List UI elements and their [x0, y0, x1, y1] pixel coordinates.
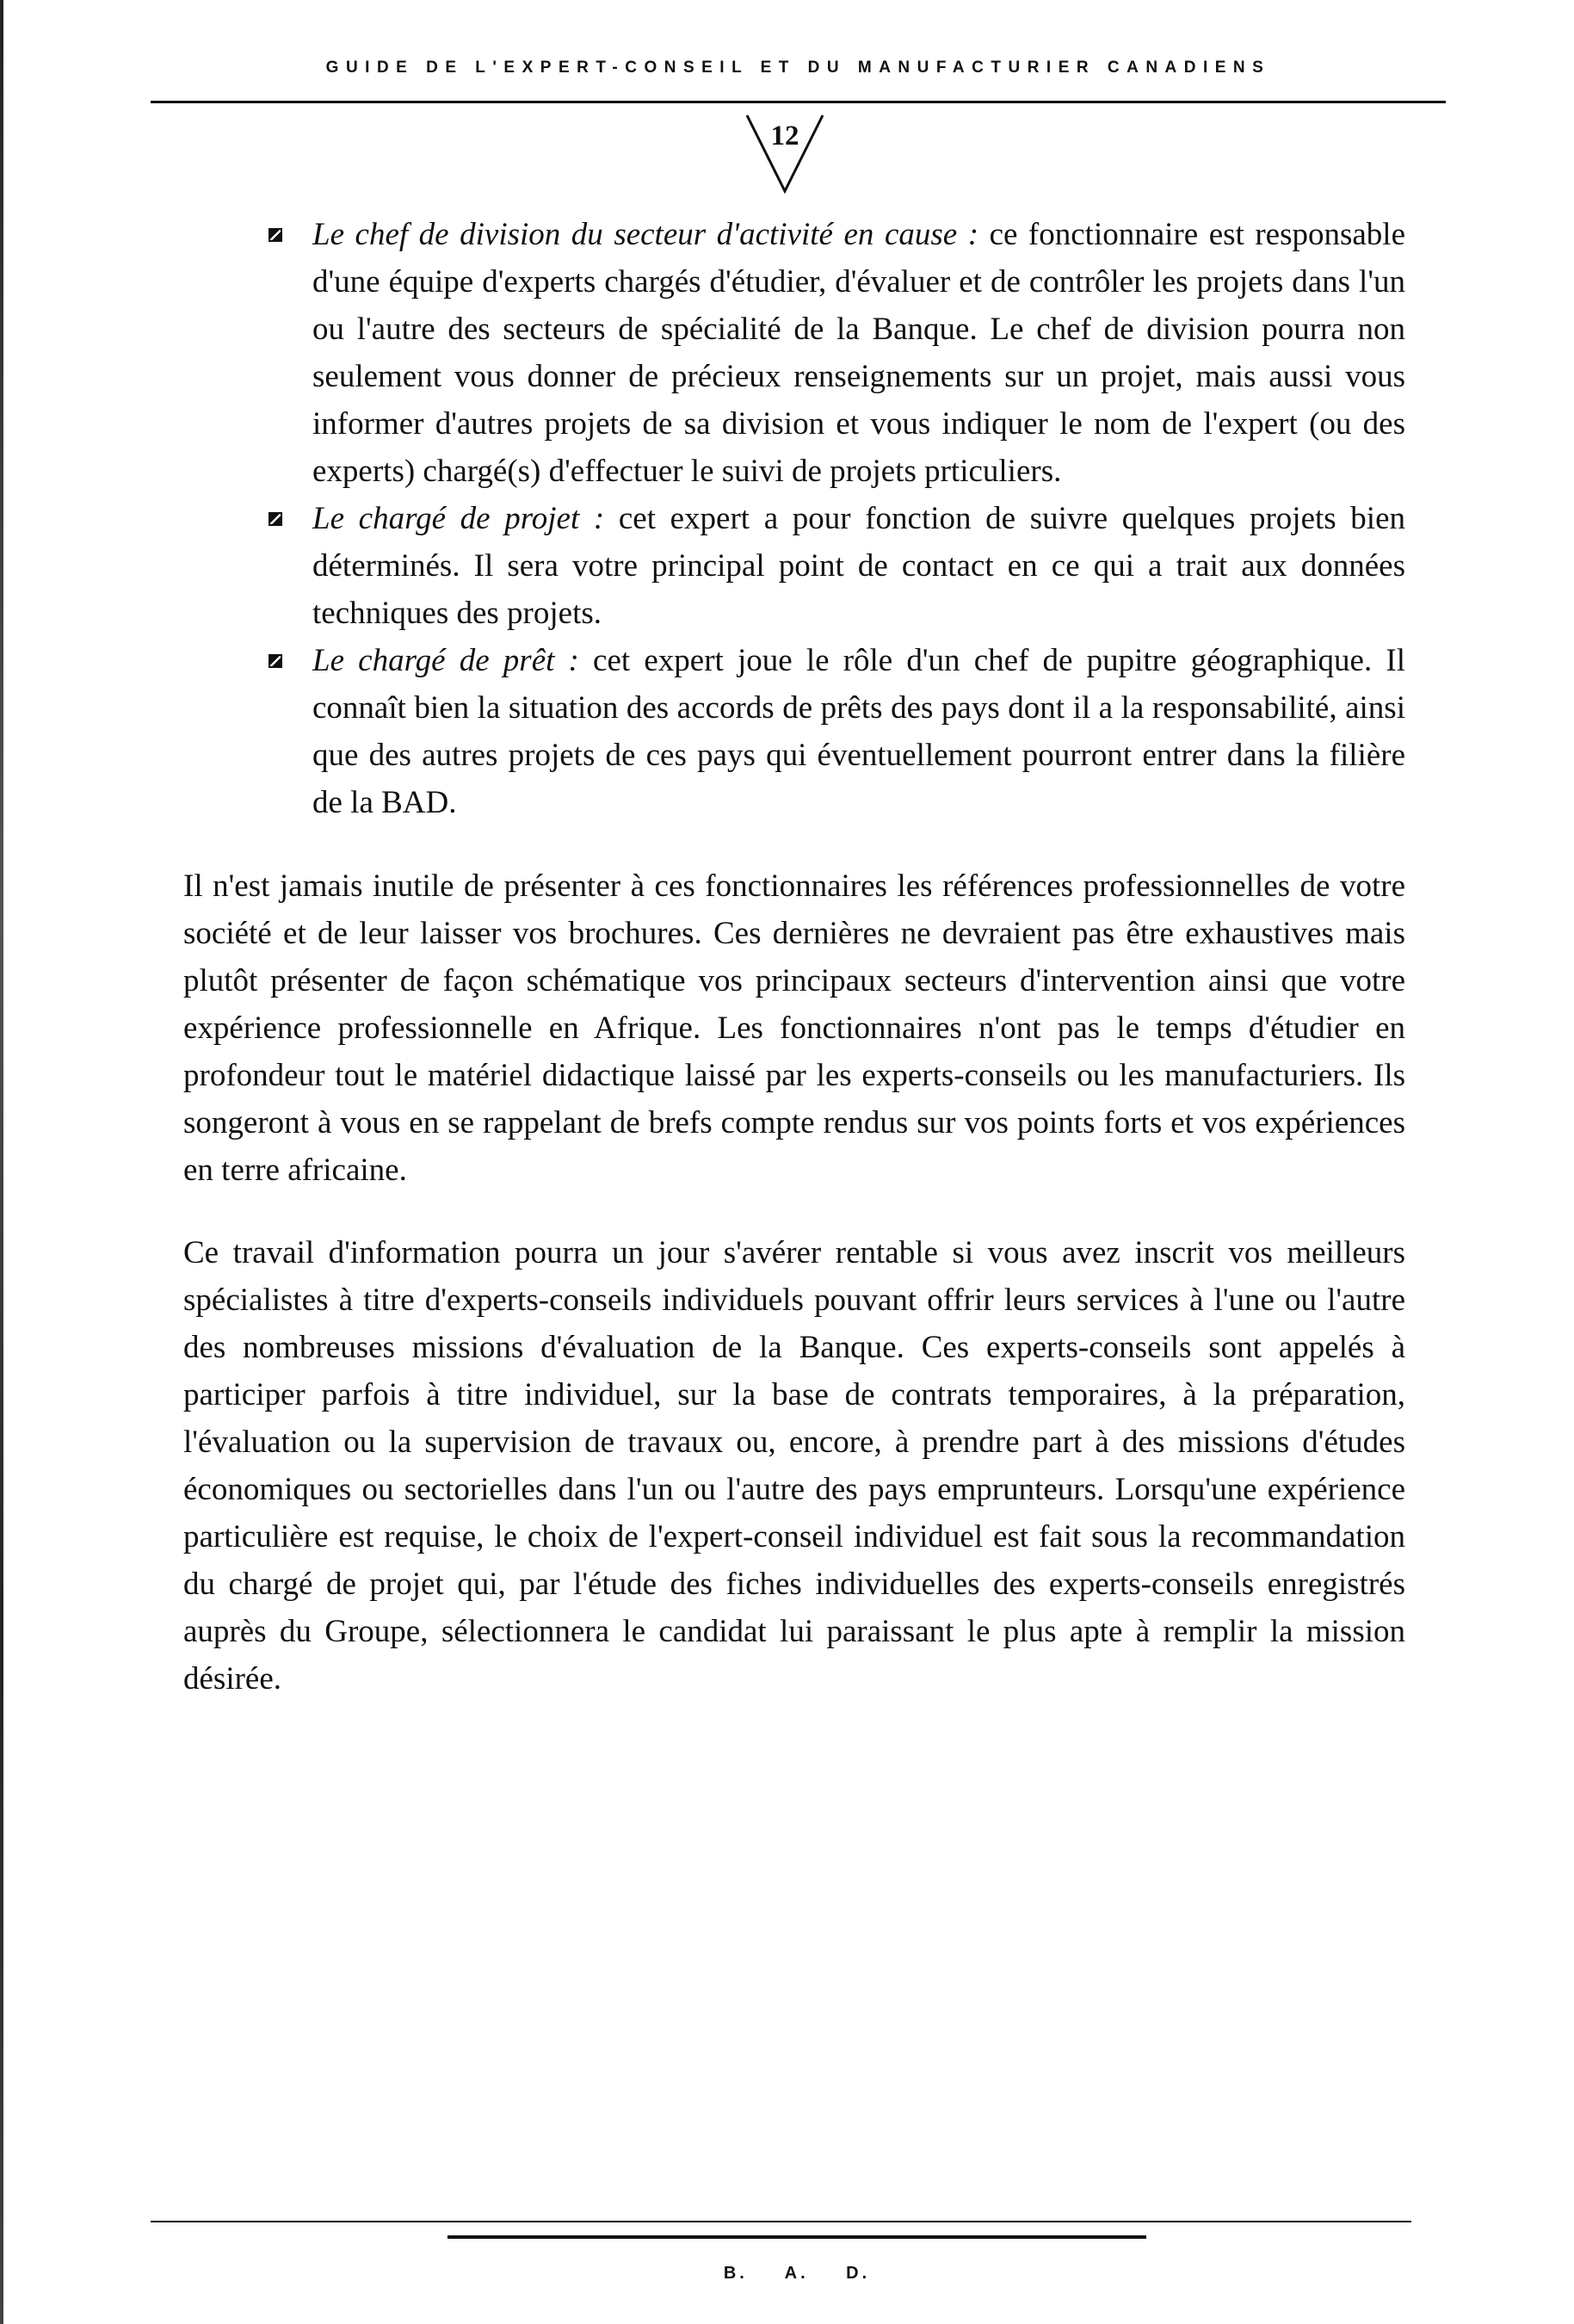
role-list: [183, 211, 1405, 826]
page-body: [183, 211, 1405, 1703]
list-item-text: cet expert a pour fonction de suivre quelques projets bien déterminés. Il sera votre principal point de contact en ce qui a trait aux données techniques des projets.: [312, 501, 1406, 631]
body-paragraph: Ce travail d'information pourra un jour s'avérer rentable si vous avez inscrit vos meilleurs spécialistes à titre d'experts-conseils individuels pouvant offrir leurs services à l'une ou l'autre des nombreuses missions d'évaluation de la Banque. Ces experts-conseils sont appelés à participer parfois à titre individuel, sur la base de contrats temporaires, à la préparation, l'évaluation ou la supervision de travaux ou, encore, à prendre part à des missions d'études économiques ou sectorielles dans l'un ou l'autre des pays emprunteurs. Lorsqu'une expérience particulière est requise, le choix de l'expert-conseil individuel est fait sous la recommandation du chargé de projet qui, par l'étude des fiches individuelles des experts-conseils enregistrés auprès du Groupe, sélectionnera le candidat lui paraissant le plus apte à remplir la mission désirée.: [183, 1235, 1405, 1697]
list-item-term: Le chargé de projet :: [312, 501, 605, 536]
list-item: [312, 637, 1405, 826]
list-item-term: Le chef de division du secteur d'activité en cause :: [312, 217, 979, 252]
scan-edge: [0, 0, 3, 2324]
square-bullet-icon: [269, 228, 282, 242]
body-paragraph: Il n'est jamais inutile de présenter à ces fonctionnaires les références professionnelles de votre société et de leur laisser vos brochures. Ces dernières ne devraient pas être exhaustives mais plutôt présenter de façon schématique vos principaux secteurs d'intervention ainsi que votre expérience professionnelle en Afrique. Les fonctionnaires n'ont pas le temps d'étudier en profondeur tout le matériel didactique laissé par les experts-conseils ou les manufacturiers. Ils songeront à vous en se rappelant de brefs compte rendus sur vos points forts et vos expériences en terre africaine.: [183, 868, 1405, 1188]
running-header: GUIDE DE L'EXPERT-CONSEIL ET DU MANUFACTURIER CANADIENS: [151, 53, 1446, 103]
list-item: [312, 495, 1405, 637]
list-item-text: cet expert joue le rôle d'un chef de pupitre géographique. Il connaît bien la situation des accords de prêts des pays dont il a la responsabilité, ainsi que des autres projets de ces pays qui éventuellement pourront entrer dans la filière de la BAD.: [312, 643, 1405, 820]
footer-rule-thick: [448, 2235, 1146, 2239]
footer-label: B. A. D.: [723, 2264, 871, 2283]
page-number-marker: [742, 112, 828, 198]
list-item-text: ce fonctionnaire est responsable d'une équipe d'experts chargés d'étudier, d'évaluer et de contrôler les projets dans l'un ou l'autre des secteurs de spécialité de la Banque. Le chef de division pourra non seulement vous donner de précieux renseignements sur un projet, mais aussi vous informer d'autres projets de sa division et vous indiquer le nom de l'expert (ou des experts) chargé(s) d'effectuer le suivi de projets prticuliers.: [312, 217, 1405, 489]
list-item-term: Le chargé de prêt :: [312, 643, 579, 678]
square-bullet-icon: [269, 512, 282, 526]
list-item: [312, 211, 1405, 495]
square-bullet-icon: [269, 654, 282, 668]
page-number: 12: [770, 121, 799, 151]
footer-rule: [151, 2221, 1411, 2222]
